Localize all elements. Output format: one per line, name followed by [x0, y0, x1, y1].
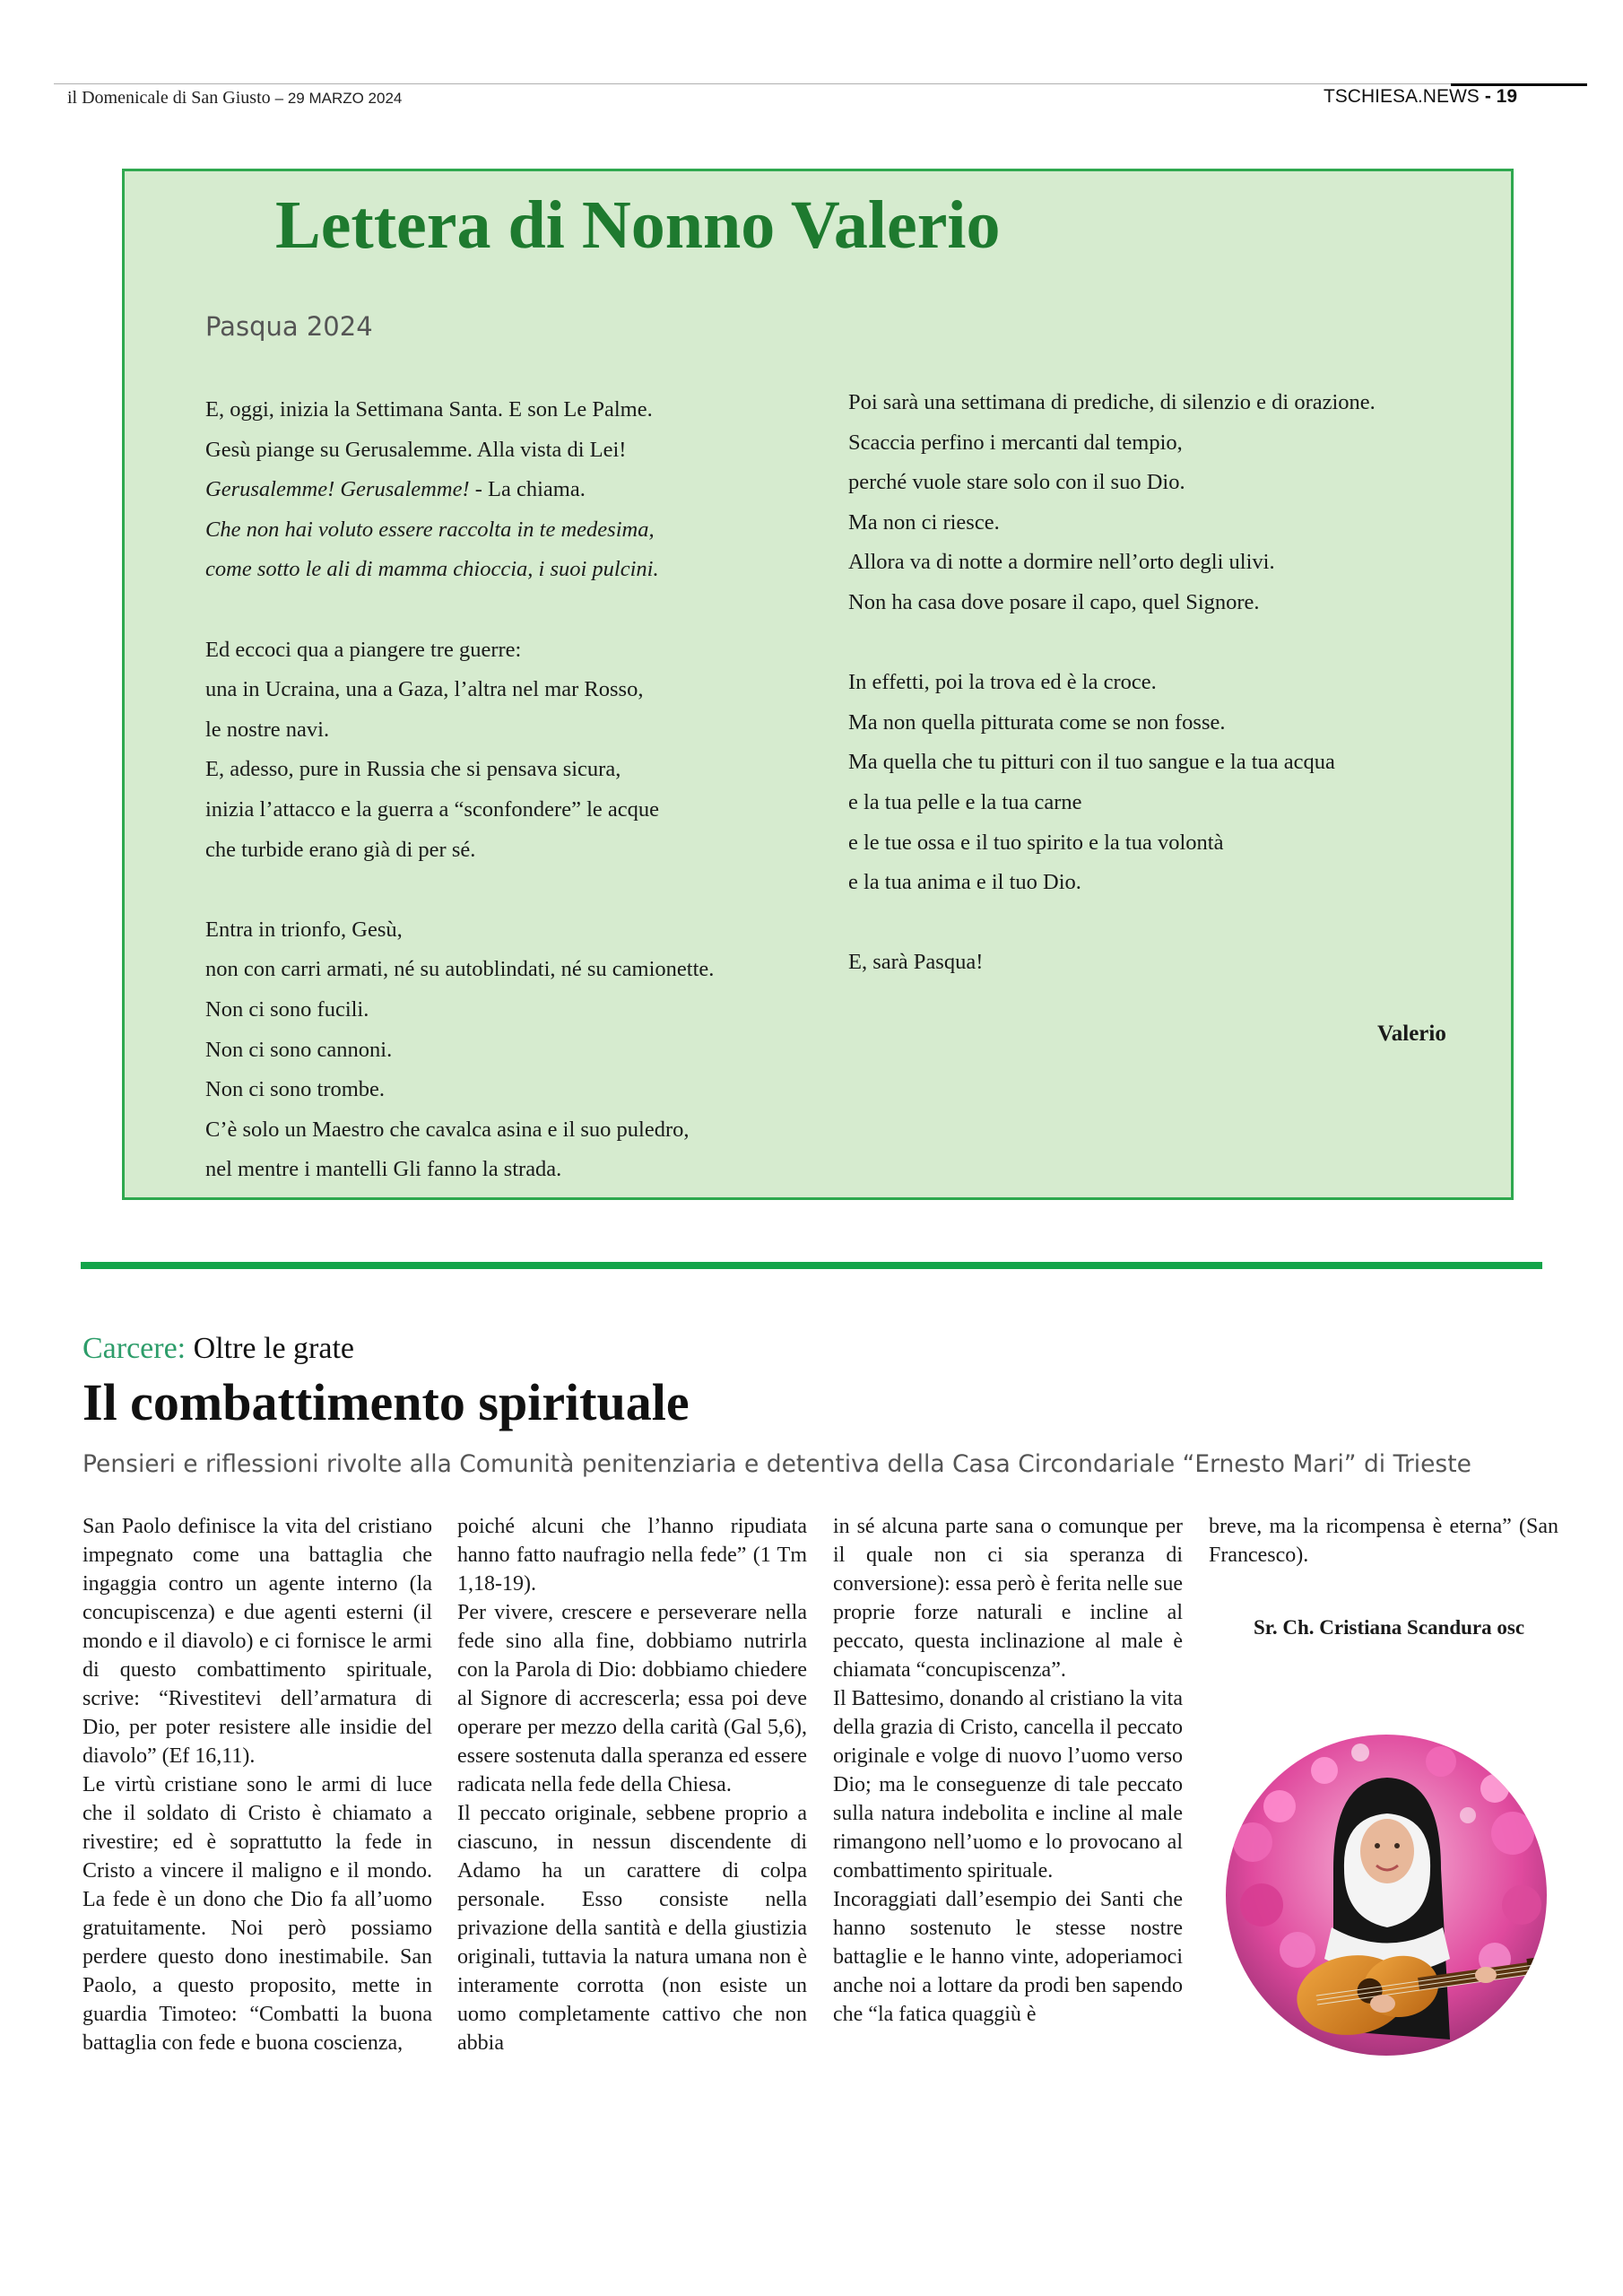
article-paragraph: Il peccato originale, sebbene proprio a ciascuno, in nessun discendente di Adamo ha un carattere di colpa personale. Esso consiste nella privazione della santità e della giustizia originali, tuttavia la natura umana non è interamente corrotta (non esiste un uomo completamente cattivo che non abbia [457, 1802, 807, 2055]
article-kicker [82, 1332, 354, 1366]
site-name[interactable]: TSCHIESA.NEWS [1323, 86, 1480, 107]
article-column-1 [82, 1512, 432, 2057]
article-paragraph: San Paolo definisce la vita del cristiano impegnato come una battaglia che ingaggia contro un agente interno (la concupiscenza) e due agenti esterni (il mondo e il diavolo) e ci fornisce le armi di questo combattimento spirituale, scrive: “Rivestitevi dell’armatura di Dio, per poter resistere alle insidie del diavolo” (Ef 16,11). [82, 1515, 432, 1768]
poem-line [205, 470, 824, 510]
poem-line: Che non hai voluto essere raccolta in te medesima, [205, 517, 655, 542]
poem-line: come sotto le ali di mamma chioccia, i suoi pulcini. [205, 557, 659, 582]
article-paragraph: breve, ma la ricompensa è eterna” (San Francesco). [1209, 1515, 1558, 1567]
article-column-3 [833, 1512, 1183, 2029]
poem-line: Poi sarà una settimana di prediche, di silenzio e di orazione. [848, 390, 1376, 414]
poem-line: Ma non ci riesce. [848, 509, 1000, 535]
poem-line: inizia l’attacco e la guerra a “sconfondere” le acque [205, 796, 660, 822]
poem-line: E, sarà Pasqua! [848, 950, 984, 975]
letter-title: Lettera di Nonno Valerio [275, 187, 1001, 263]
poem-line: perché vuole stare solo con il suo Dio. [848, 470, 1185, 495]
poem-line: Non ci sono trombe. [205, 1077, 386, 1102]
poem-line: Non ci sono cannoni. [205, 1037, 393, 1062]
poem-line: e le tue ossa e il tuo spirito e la tua volontà [848, 830, 1224, 855]
poem-line: Ed eccoci qua a piangere tre guerre: [205, 637, 522, 662]
poem-line: una in Ucraina, una a Gaza, l’altra nel mar Rosso, [205, 677, 644, 702]
poem-line: e la tua anima e il tuo Dio. [848, 870, 1081, 895]
poem-line: nel mentre i mantelli Gli fanno la strada. [205, 1157, 562, 1182]
poem-left-column [205, 390, 824, 1190]
article-standfirst: Pensieri e riflessioni rivolte alla Comunità penitenziaria e detentiva della Casa Circondariale “Ernesto Mari” di Trieste [82, 1450, 1471, 1478]
kicker-section: Carcere: [82, 1332, 187, 1365]
poem-line: che turbide erano già di per sé. [205, 837, 476, 862]
stanza-break [205, 590, 824, 631]
article-headline: Il combattimento spirituale [82, 1373, 690, 1431]
poem-line: e la tua pelle e la tua carne [848, 789, 1082, 814]
poem-line: Non ci sono fucili. [205, 996, 369, 1022]
section-separator [81, 1262, 1542, 1269]
kicker-title: Oltre le grate [186, 1332, 354, 1365]
article-byline: Sr. Ch. Cristiana Scandura osc [1254, 1616, 1525, 1639]
header-rule [54, 83, 1587, 84]
poem-line: le nostre navi. [205, 717, 330, 742]
stanza-break [205, 870, 824, 910]
poem-line: Gesù piange su Gerusalemme. Alla vista di Lei! [205, 437, 627, 462]
article-paragraph: Le virtù cristiane sono le armi di luce che il soldato di Cristo è chiamato a rivestire; ed è soprattutto la fede in Cristo a vincere il maligno e il mondo. La fede è un dono che Dio fa all’uomo gratuitamente. Noi però possiamo perdere questo dono inestimabile. San Paolo, a questo proposito, mette in guardia Timoteo: “Combatti la buona battaglia con fede e buona coscienza, [82, 1773, 432, 2055]
stanza-break [848, 903, 1476, 944]
letter-subtitle: Pasqua 2024 [205, 311, 373, 342]
poem-line: Entra in trionfo, Gesù, [205, 917, 403, 942]
stanza-break [848, 623, 1476, 664]
poem-line: E, adesso, pure in Russia che si pensava sicura, [205, 757, 621, 782]
poem-line: Ma quella che tu pitturi con il tuo sangue e la tua acqua [848, 750, 1335, 775]
publication-name: il Domenicale di San Giusto [67, 88, 271, 108]
header-publication [67, 88, 402, 109]
article-column-4 [1209, 1512, 1558, 1570]
letter-box [122, 169, 1514, 1200]
article-paragraph: in sé alcuna parte sana o comunque per il quale non ci sia speranza di conversione): essa però è ferita nelle sue proprie forze naturali e incline al peccato, questa inclinazione al male è chiamata “concupiscenza”. [833, 1515, 1183, 1682]
poem-line: non con carri armati, né su autoblindati, né su camionette. [205, 957, 715, 982]
poem-line-italic: Gerusalemme! Gerusalemme! [205, 477, 470, 502]
poem-line: Non ha casa dove posare il capo, quel Signore. [848, 589, 1260, 614]
article-paragraph: Il Battesimo, donando al cristiano la vita della grazia di Cristo, cancella il peccato originale e volge di nuovo l’uomo verso Dio; ma le conseguenze di tale peccato sulla natura indebolita e incline al male rimangono nell’uomo e lo provocano al combattimento spirituale. [833, 1687, 1183, 1883]
poem-line-suffix: - La chiama. [469, 477, 586, 502]
poem-line: E, oggi, inizia la Settimana Santa. E son Le Palme. [205, 397, 653, 422]
poem-line: C’è solo un Maestro che cavalca asina e il suo puledro, [205, 1117, 690, 1142]
page-number: - 19 [1484, 86, 1517, 107]
article-column-2 [457, 1512, 807, 2057]
publication-date: – 29 MARZO 2024 [274, 90, 403, 107]
article-paragraph: Per vivere, crescere e perseverare nella fede sino alla fine, dobbiamo nutrirla con la Parola di Dio: dobbiamo chiedere al Signore di accrescerla; essa poi deve operare per mezzo della carità (Gal 5,6), essere sostenuta dalla speranza ed essere radicata nella fede della Chiesa. [457, 1601, 807, 1796]
poem-line: Allora va di notte a dormire nell’orto degli ulivi. [848, 550, 1275, 575]
letter-signature: Valerio [1377, 1022, 1446, 1046]
portrait-illustration [1226, 1735, 1547, 2056]
poem-right-column [848, 383, 1476, 983]
poem-line: Scaccia perfino i mercanti dal tempio, [848, 430, 1183, 455]
poem-line: In effetti, poi la trova ed è la croce. [848, 670, 1157, 695]
poem-line: Ma non quella pitturata come se non fosse. [848, 709, 1226, 735]
author-portrait [1226, 1735, 1547, 2056]
article-paragraph: poiché alcuni che l’hanno ripudiata hanno fatto naufragio nella fede” (1 Tm 1,18-19). [457, 1515, 807, 1596]
header-site [1324, 86, 1517, 108]
article-paragraph: Incoraggiati dall’esempio dei Santi che hanno sostenuto le stesse nostre battaglie e le hanno vinte, adoperiamoci anche noi a lottare da prodi ben sapendo che “la fatica quaggiù è [833, 1888, 1183, 2026]
